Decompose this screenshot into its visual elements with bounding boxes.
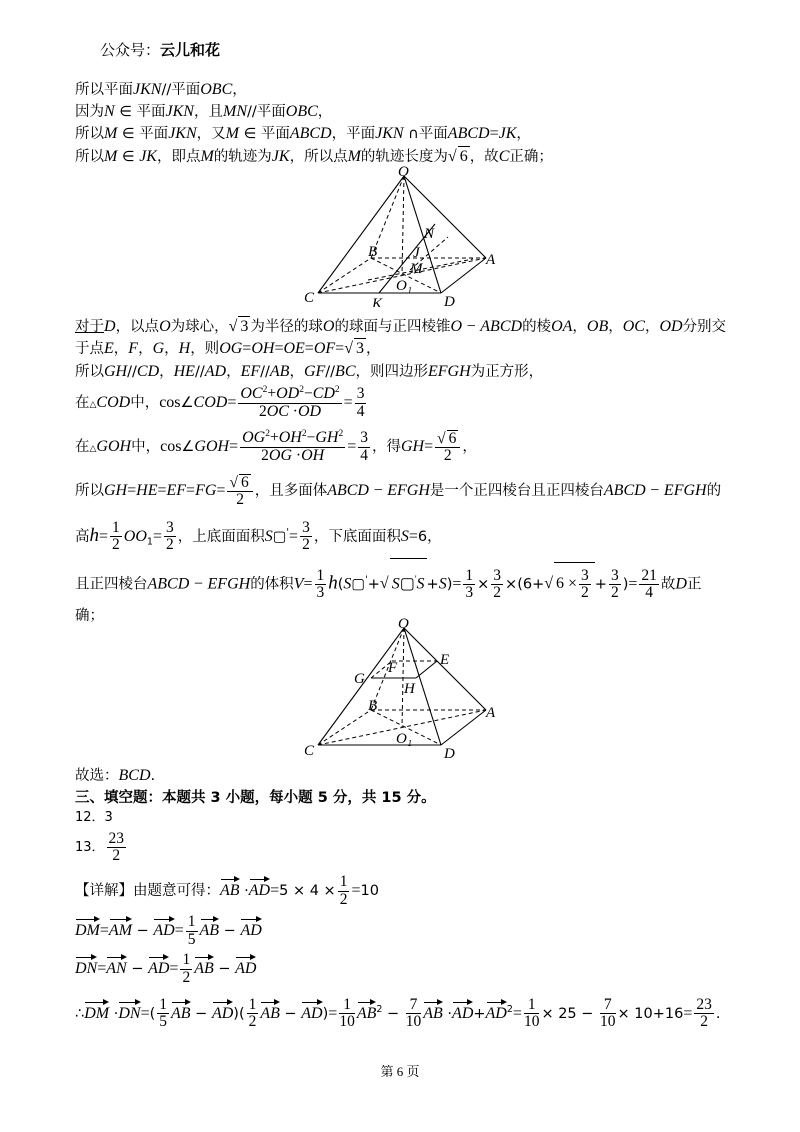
- fig2-label-O1: O₁: [396, 731, 413, 747]
- fig1-label-O1: O₁: [396, 278, 413, 294]
- fig2-label-O: O: [398, 616, 409, 632]
- answer-choice: 故选：BCD.: [75, 767, 156, 784]
- fig2-label-E: E: [440, 652, 450, 668]
- page-number: 第 6 页: [380, 1064, 420, 1079]
- pyramid-figure-1: [298, 162, 518, 307]
- proof-line-6: 于点E，F，G，H，则OG=OH=OE=OF=√ 3 ，: [75, 340, 381, 357]
- fig1-label-A: A: [486, 252, 496, 268]
- fig1-label-O: O: [398, 164, 409, 180]
- fig1-label-C: C: [304, 290, 315, 306]
- watermark-header: 公众号：云儿和花: [100, 41, 221, 59]
- fig1-label-N: N: [424, 226, 435, 242]
- detail-line-2: DM=AM − AD= $\frac{1}{5}$ AB − AD: [75, 913, 262, 948]
- proof-line-5: 对于D，以点O为球心，√ 3 为半径的球O的球面与正四棱锥O − ABCD的棱OA，OB，OC，OD分别交: [75, 318, 727, 335]
- fig2-label-B: B: [368, 698, 378, 714]
- fig2-label-G: G: [354, 671, 365, 687]
- detail-line-4: ∴DM ·DN=( $\frac{1}{5}$ AB − AD)( $\frac{1}{2}$ AB − AD)= $\frac{1}{10}$ $AB^2$ − $\frac{7}{10}$ AB $\cdot AD+AD^2=$ $\frac{1}{10}$ × 25 − $\frac{7}{10}$ × 10+16= $\frac{23}{2}$ .: [75, 996, 721, 1031]
- proof-line-13: 确；: [75, 608, 104, 624]
- proof-line-12: 且正四棱台ABCD − EFGH的体积V= $\frac{1}{3}$ h(S▢'+√ S▢'S +S)= $\frac{1}{3}$ × $\frac{3}{2}$ ×(6+√ 6 × $\frac{3}{2}$ + $\frac{3}{2}$ )= $\frac{21}{4}$ 故D正: [75, 558, 701, 605]
- fig1-label-D: D: [444, 294, 455, 307]
- proof-line-10: 所以GH=HE=EF=FG= $\frac{√ 6}{2}$ ，且多面体ABCD − EFGH是一个正四棱台且正四棱台ABCD − EFGH的: [75, 473, 722, 508]
- answer-13: 13． $\frac{23}{2}$: [75, 829, 125, 864]
- detail-line-1: 【详解】由题意可得：AB ·AD=5 × 4 × $\frac{1}{2}$ =10: [75, 873, 379, 908]
- proof-line-4: 所以M ∈ JK，即点M的轨迹为JK，所以点M的轨迹长度为√ 6 ，故C正确；: [75, 148, 553, 165]
- detail-line-3: DN=AN − AD= $\frac{1}{2}$ AB − AD: [75, 951, 257, 986]
- fig2-label-H: H: [404, 681, 415, 697]
- fig2-label-A: A: [486, 705, 496, 721]
- fig2-label-D: D: [444, 746, 455, 762]
- proof-line-7: 所以GH//CD，HE//AD，EF//AB，GF//BC，则四边形EFGH为正方形，: [75, 363, 544, 380]
- fig1-label-M: M: [410, 261, 423, 277]
- proof-line-2: 因为N ∈ 平面JKN，且MN//平面OBC，: [75, 103, 333, 120]
- proof-line-11: 高h= $\frac{1}{2}$ $OO_1=$ $\frac{3}{2}$ ，上底面面积S▢'= $\frac{3}{2}$ ，下底面面积S=6，: [75, 519, 442, 554]
- fig2-label-F: F: [388, 660, 398, 676]
- section-heading: 三、填空题：本题共 3 小题，每小题 5 分，共 15 分。: [75, 790, 436, 806]
- proof-line-8: 在△COD中，cos∠COD= $\frac{OC^2+OD^2-CD^2}{2OC \cdot OD}$ = $\frac{3}{4}$: [75, 384, 365, 420]
- proof-line-3: 所以M ∈ 平面JKN，又M ∈ 平面ABCD，平面JKN ∩平面ABCD=JK，: [75, 125, 531, 142]
- answer-12: 12．3: [75, 810, 113, 825]
- fig1-label-J: J: [413, 245, 420, 261]
- fig2-label-C: C: [304, 743, 315, 759]
- proof-line-1: 所以平面JKN//平面OBC，: [75, 81, 247, 98]
- fig1-label-B: B: [368, 244, 378, 260]
- pyramid-figure-2: [298, 614, 518, 762]
- fig1-label-K: K: [372, 296, 383, 307]
- proof-line-9: 在△GOH中，cos∠GOH= $\frac{OG^2+OH^2-GH^2}{2OG \cdot OH}$ = $\frac{3}{4}$ ，得GH= $\frac{√ 6}{2}$ ，: [75, 428, 477, 464]
